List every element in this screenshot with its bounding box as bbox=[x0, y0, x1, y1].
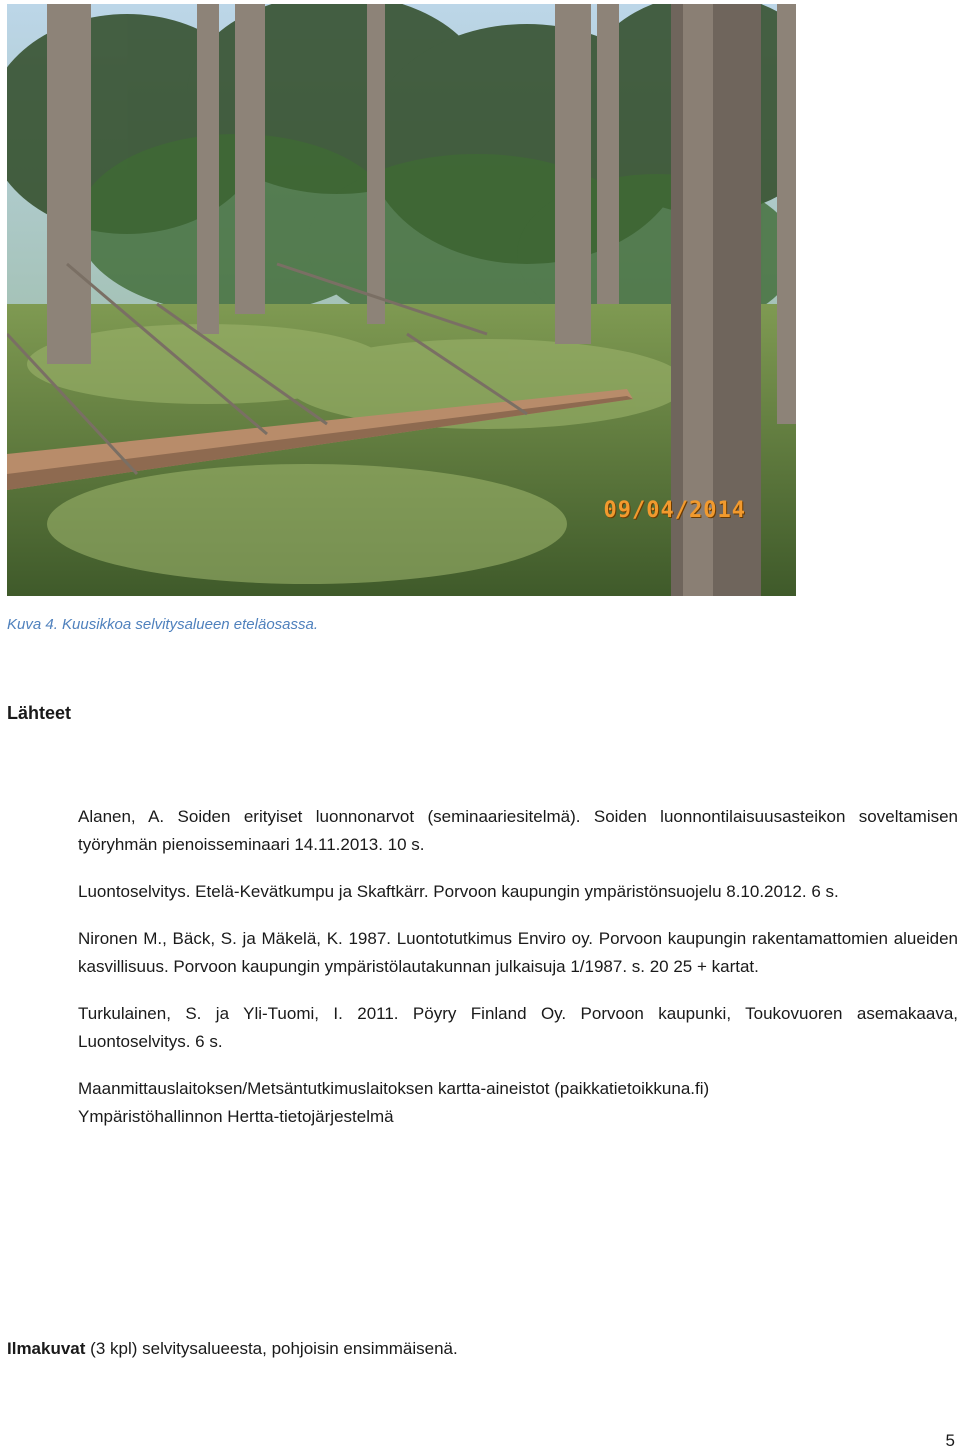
forest-photo bbox=[7, 4, 796, 596]
reference-item: Turkulainen, S. ja Yli-Tuomi, I. 2011. Pöyry Finland Oy. Porvoon kaupunki, Toukovuoren asemakaava, Luontoselvitys. 6 s. bbox=[78, 1004, 958, 1051]
reference-item: Ympäristöhallinnon Hertta-tietojärjestelmä bbox=[78, 1107, 394, 1126]
aerial-photos-description: (3 kpl) selvitysalueesta, pohjoisin ensimmäisenä. bbox=[85, 1339, 458, 1358]
reference-item: Alanen, A. Soiden erityiset luonnonarvot (seminaariesitelmä). Soiden luonnontilaisuusasteikon soveltamisen työryhmän pienoisseminaari 14.11.2013. 10 s. bbox=[78, 807, 958, 854]
references-heading: Lähteet bbox=[7, 703, 72, 723]
reference-item: Maanmittauslaitoksen/Metsäntutkimuslaitoksen kartta-aineistot (paikkatietoikkuna.fi) bbox=[78, 1079, 710, 1098]
photo-date-stamp: 09/04/2014 bbox=[603, 498, 746, 523]
figure-caption: Kuva 4. Kuusikkoa selvitysalueen eteläosassa. bbox=[7, 616, 319, 633]
aerial-photos-note bbox=[7, 1337, 458, 1361]
reference-item: Nironen M., Bäck, S. ja Mäkelä, K. 1987. Luontotutkimus Enviro oy. Porvoon kaupungin rakentamattomien alueiden kasvillisuus. Porvoon kaupungin ympäristölautakunnan julkaisuja 1/1987. s. 20 25 + kartat. bbox=[78, 929, 958, 976]
page-number: 5 bbox=[945, 1431, 955, 1450]
aerial-photos-label: Ilmakuvat bbox=[7, 1339, 86, 1358]
reference-item: Luontoselvitys. Etelä-Kevätkumpu ja Skaftkärr. Porvoon kaupungin ympäristönsuojelu 8.10.2012. 6 s. bbox=[78, 882, 839, 901]
reference-list bbox=[78, 803, 958, 1131]
